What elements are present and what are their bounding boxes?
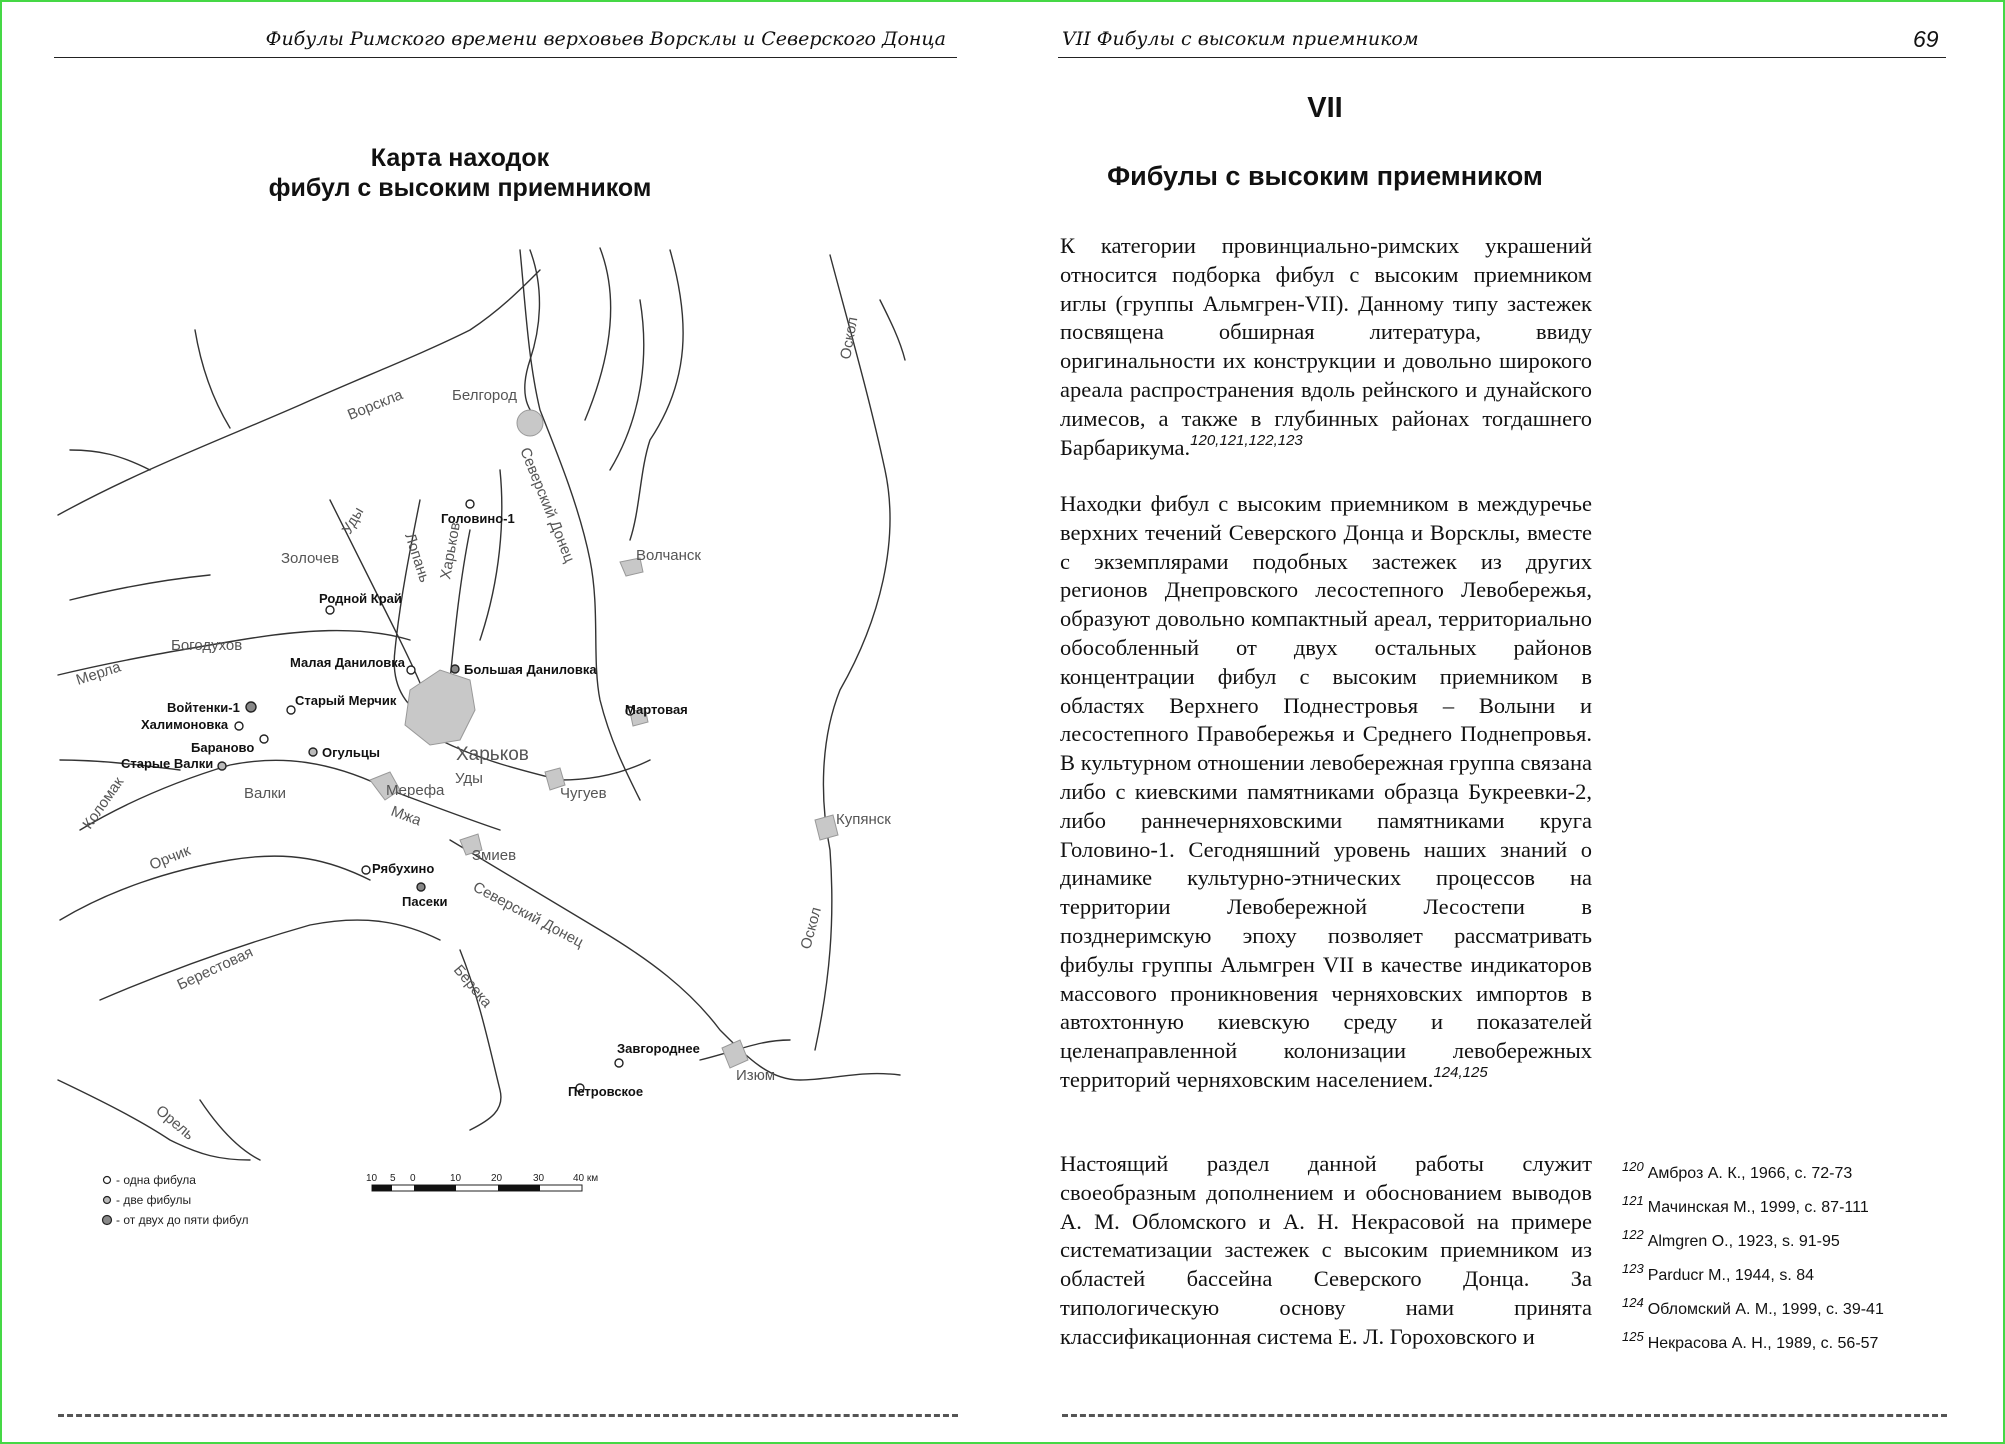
footer-rule-right — [1062, 1414, 1947, 1417]
footnote-number: 121 — [1622, 1193, 1644, 1208]
legend-label-many: - от двух до пяти фибул — [116, 1213, 249, 1227]
legend-marker-two — [104, 1197, 111, 1204]
label-izyum: Изюм — [736, 1067, 776, 1084]
scale-segment-2 — [414, 1185, 456, 1191]
footnote-text: Мачинская М., 1999, с. 87-111 — [1647, 1199, 1869, 1216]
label-kolomak: Коломак — [79, 774, 128, 833]
paragraph-1 — [1060, 232, 1592, 465]
legend-label-one: - одна фибула — [116, 1173, 196, 1187]
scale-label-10: 10 — [450, 1173, 462, 1184]
footnotes — [1622, 1159, 1982, 1369]
chapter-number: VII — [1307, 92, 1343, 124]
label-zmiev: Змиев — [472, 847, 517, 864]
footnote-number: 122 — [1622, 1227, 1644, 1242]
site-marker-starye-valki — [218, 762, 226, 770]
label-site-petrovskoe: Петровское — [568, 1084, 644, 1099]
find-map — [0, 0, 1000, 1444]
seversky-donets-upper — [520, 250, 640, 800]
site-marker-paseki — [417, 883, 425, 891]
site-marker-malaya-danilovka — [407, 666, 415, 674]
label-site-martovaya: Мартовая — [625, 702, 688, 717]
label-kharkov-city: Харьков — [456, 744, 529, 765]
label-vorskla: Ворскла — [345, 386, 406, 424]
site-marker-ogultsy — [309, 748, 317, 756]
orchik-river — [60, 856, 370, 920]
kupyansk-area — [815, 815, 838, 840]
site-marker-golovino — [466, 500, 474, 508]
label-site-bolshaya-danilovka: Большая Даниловка — [464, 662, 597, 677]
oskol-river — [815, 255, 890, 1050]
berestovaya-river — [100, 920, 440, 1000]
footnote-number: 124 — [1622, 1295, 1644, 1310]
label-site-ogultsy: Огульцы — [322, 745, 380, 760]
belgorod-area — [517, 410, 543, 436]
vorskla-tributary — [195, 330, 230, 428]
label-site-paseki: Пасеки — [402, 894, 448, 909]
label-donets-lower: Северский Донец — [470, 878, 587, 952]
chapter-title: Фибулы с высоким приемником — [1107, 161, 1543, 191]
kharkov-area — [405, 670, 475, 745]
label-udy-upper: Уды — [338, 504, 368, 537]
footnote-number: 125 — [1622, 1329, 1644, 1344]
map-title-line-2: фибул с высоким приемником — [268, 174, 652, 202]
kharkov-tributary — [480, 470, 502, 640]
paragraph-2-text: Находки фибул с высоким приемником в междуречье верхних течений Северского Донца и Ворсклы, вместе с экземплярами подобных застежек из других регионов Днепровского лесостепного Левобережья, образуют довольно компактный ареал, территориально обособленный от двух остальных районов концентрации фибул с высоким приемником в областях Верхнего Поднестровья – Волыни и лесостепного Правобережья и Среднего Поднепровья. В культурном отношении левобережная группа связана либо с киевскими памятниками образца Букреевки-2, либо раннечерняховскими памятниками круга Головино-1. Сегодняшний уровень наших знаний о динамике культурно-этнических процессов на территории Левобережной Лесостепи в позднеримскую эпоху позволяет рассматривать фибулы группы Альмгрен VII в качестве индикаторов массового проникновения черняховских импортов в автохтонную киевскую среду и показателей целенаправленной колонизации левобережных территорий черняховским населением. — [1060, 491, 1592, 1092]
label-site-stary-merchik: Старый Мерчик — [295, 693, 397, 708]
paragraph-1-text: К категории провинциально-римских украшений относится подборка фибул с высоким приемником иглы (группы Альмгрен-VII). Данному типу застежек посвящена обширная литература, ввиду оригинальности их конструкции и довольно широкого ареала распространения вдоль рейнского и дунайского лимесов, а также в глубинных районах тогдашнего Барбарикума. — [1060, 233, 1592, 460]
footnote — [1622, 1295, 1982, 1335]
footnote-text: Almgren O., 1923, s. 91-95 — [1647, 1233, 1840, 1250]
paragraph-2 — [1060, 490, 1592, 1098]
label-berestovaya: Берестовая — [174, 943, 256, 994]
label-site-khalimonovka: Халимоновка — [141, 717, 229, 732]
footnote — [1622, 1329, 1982, 1369]
site-marker-voitenki — [246, 702, 256, 712]
site-marker-ryabukhino — [362, 866, 370, 874]
label-site-baranovo: Бараново — [191, 740, 255, 755]
footnote-text: Обломский А. М., 1999, с. 39-41 — [1647, 1301, 1884, 1318]
label-merefa: Мерефа — [386, 782, 445, 799]
donets-source — [525, 250, 540, 420]
site-marker-stary-merchik — [287, 706, 295, 714]
map-title-line-1: Карта находок — [370, 144, 550, 172]
label-site-voitenki: Войтенки-1 — [167, 700, 240, 715]
page-number: 69 — [1913, 26, 1939, 52]
scale-label-5: 5 — [390, 1173, 396, 1184]
footnote — [1622, 1193, 1982, 1233]
running-head-right: VII Фибулы с высоким приемником — [1062, 28, 1419, 50]
paragraph-3 — [1060, 1150, 1592, 1352]
footnote-text: Parducr M., 1944, s. 84 — [1647, 1267, 1815, 1284]
label-belgorod: Белгород — [452, 387, 518, 404]
oskol-tributary — [880, 300, 905, 360]
scale-label-40km: 40 км — [573, 1173, 599, 1184]
orel-river — [58, 1080, 250, 1160]
label-merla: Мерла — [73, 658, 123, 689]
vorskla-tributary-2 — [70, 450, 150, 470]
label-orchik: Орчик — [147, 842, 193, 874]
label-kupyansk: Купянск — [836, 811, 891, 828]
scale-label-30: 30 — [533, 1173, 545, 1184]
label-oskol-lower: Оскол — [797, 905, 825, 952]
label-bereka: Берека — [449, 961, 496, 1011]
legend-marker-one — [104, 1177, 111, 1184]
left-page — [0, 0, 1000, 1444]
paragraph-3-text: Настоящий раздел данной работы служит своеобразным дополнением и обоснованием выводов А. М. Обломского и А. Н. Некрасовой на примере систематизации застежек с высоким приемником из областей бассейна Северского Донца. За типологическую основу нами принята классификационная система Е. Л. Гороховского и — [1060, 1151, 1592, 1349]
label-site-malaya-danilovka: Малая Даниловка — [290, 655, 405, 670]
label-volchansk: Волчанск — [636, 547, 701, 564]
legend-label-two: - две фибулы — [116, 1193, 192, 1207]
label-valki: Валки — [244, 785, 287, 802]
donets-tributary-e — [610, 300, 644, 470]
label-site-ryabukhino: Рябухино — [372, 861, 435, 876]
merla-tributary — [70, 575, 210, 600]
donets-tributary-ne — [585, 248, 611, 420]
paragraph-1-refs: 120,121,122,123 — [1190, 431, 1303, 449]
city-labels — [171, 387, 891, 1084]
label-orel: Орель — [152, 1102, 198, 1144]
scale-bar — [366, 1173, 598, 1191]
label-site-golovino: Головино-1 — [441, 511, 515, 526]
label-site-zavgorodnee: Завгороднее — [617, 1041, 700, 1056]
label-kharkov-river: Харьков — [437, 521, 464, 581]
footnote — [1622, 1227, 1982, 1267]
find-site-labels — [121, 511, 700, 1099]
urban-areas — [370, 410, 838, 1068]
scale-label-10-left: 10 — [366, 1173, 378, 1184]
map-legend — [103, 1173, 249, 1227]
scale-segment-3 — [498, 1185, 540, 1191]
header-rule-right — [1058, 57, 1946, 58]
label-chuguev: Чугуев — [560, 785, 607, 802]
site-marker-baranovo — [260, 735, 268, 743]
orel-tributary — [200, 1100, 260, 1160]
label-site-rodnoy-krai: Родной Край — [319, 591, 402, 606]
label-bogodukhov: Богодухов — [171, 637, 243, 654]
label-donets-upper: Северский Донец — [516, 445, 578, 566]
label-zolochev: Золочев — [281, 550, 340, 567]
paragraph-2-refs: 124,125 — [1433, 1063, 1488, 1081]
site-marker-bolshaya-danilovka — [451, 665, 459, 673]
label-site-starye-valki: Старые Валки — [121, 756, 214, 771]
label-udy-lower: Уды — [455, 770, 483, 787]
legend-marker-many — [103, 1216, 112, 1225]
izyum-area — [722, 1040, 748, 1068]
scale-frame — [372, 1185, 582, 1191]
footnote — [1622, 1159, 1982, 1199]
site-marker-zavgorodnee — [615, 1059, 623, 1067]
label-lopan: Лопань — [401, 530, 434, 585]
footnote-number: 120 — [1622, 1159, 1644, 1174]
footnote-text: Некрасова А. Н., 1989, с. 56-57 — [1647, 1335, 1879, 1352]
label-mzha: Мжа — [388, 802, 424, 830]
footnote — [1622, 1261, 1982, 1301]
scale-segment-1 — [372, 1185, 392, 1191]
site-marker-khalimonovka — [235, 722, 243, 730]
footnote-text: Амброз А. К., 1966, с. 72-73 — [1647, 1165, 1853, 1182]
running-head-left: Фибулы Римского времени верховьев Ворсклы и Северского Донца — [265, 28, 946, 50]
label-oskol-upper: Оскол — [837, 315, 862, 361]
scale-label-20: 20 — [491, 1173, 503, 1184]
scale-labels — [366, 1173, 598, 1184]
site-marker-rodnoy-krai — [326, 606, 334, 614]
footnote-number: 123 — [1622, 1261, 1644, 1276]
scale-label-0: 0 — [410, 1173, 416, 1184]
volcha-river — [630, 250, 683, 540]
